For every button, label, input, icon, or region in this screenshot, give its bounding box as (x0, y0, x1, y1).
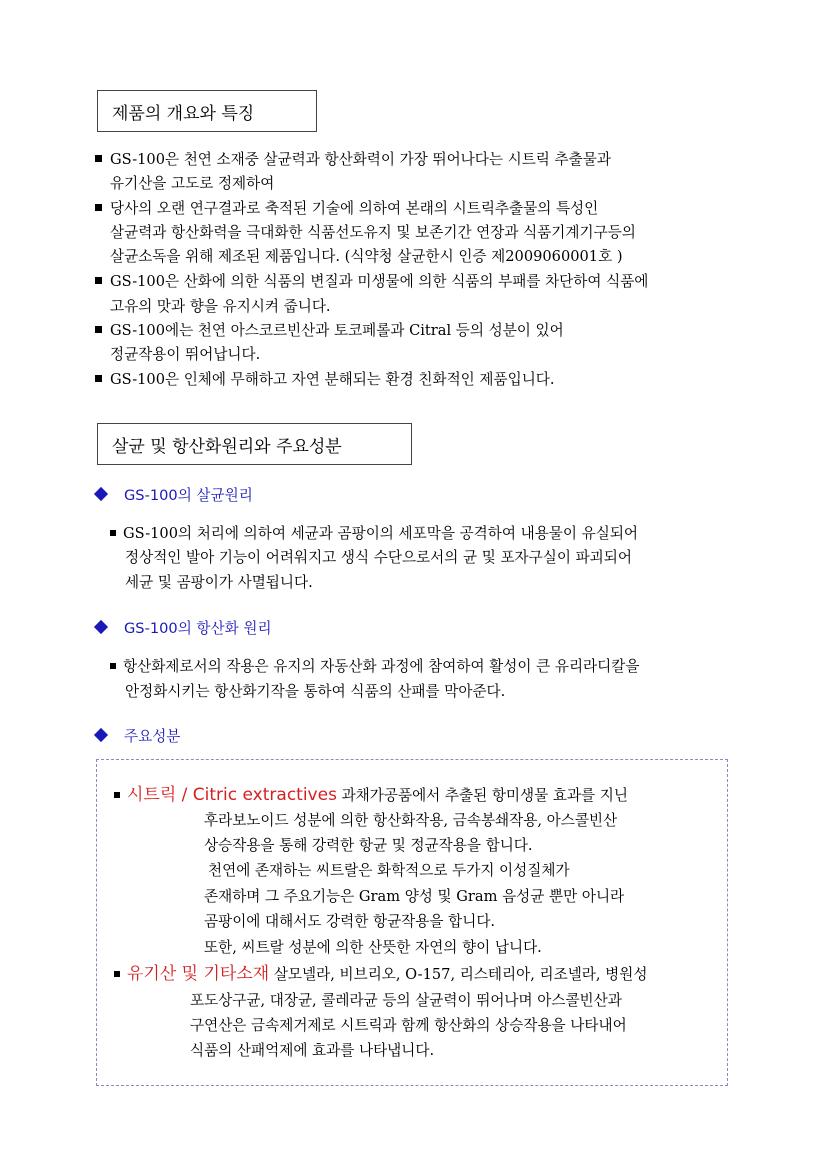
overview-line: 유기산을 고도로 정제하여 (110, 175, 275, 192)
overview-line: 살균소독을 위해 제조된 제품입니다. (식약청 살균한시 인증 제2009060001호 ) (110, 248, 623, 265)
section-title-text: 제품의 개요와 특징 (112, 103, 255, 124)
bullet-square-icon (95, 155, 102, 162)
bullet-square-icon (95, 204, 102, 211)
section-title-text: 살균 및 항산화원리와 주요성분 (112, 436, 342, 457)
antioxidant-line: 항산화제로서의 작용은 유지의 자동산화 과정에 참여하여 활성이 큰 유리라디칼을 (110, 657, 639, 677)
citric-line: 후라보노이드 성분에 의한 항산화작용, 금속봉쇄작용, 아스콜빈산 (204, 812, 618, 829)
bullet-square-icon (95, 277, 102, 284)
organic-heading-line (114, 964, 647, 985)
diamond-bullet-icon (94, 620, 108, 634)
section-title-overview (97, 90, 317, 132)
citric-line: 존재하며 그 주요기능은 Gram 양성 및 Gram 음성균 뿐만 아니라 (204, 888, 625, 905)
overview-line: GS-100에는 천연 아스코르빈산과 토코페롤과 Citral 등의 성분이 있어 (95, 321, 564, 341)
overview-line: 살균력과 항산화력을 극대화한 식품선도유지 및 보존기간 연장과 식품기계기구등의 (110, 224, 636, 241)
citric-line: 과채가공품에서 추출된 항미생물 효과를 지닌 (341, 787, 628, 804)
bullet-square-icon (114, 971, 120, 977)
citric-line: 상승작용을 통해 강력한 항균 및 정균작용을 합니다. (204, 837, 533, 854)
bullet-square-icon (110, 530, 116, 536)
organic-line: 구연산은 금속제거제로 시트릭과 함께 항산화의 상승작용을 나타내어 (190, 1017, 627, 1034)
bullet-square-icon (95, 375, 102, 382)
organic-line: 포도상구균, 대장균, 콜레라균 등의 살균력이 뛰어나며 아스콜빈산과 (190, 992, 622, 1009)
overview-line: GS-100은 인체에 무해하고 자연 분해되는 환경 친화적인 제품입니다. (95, 370, 555, 390)
organic-line: 식품의 산패억제에 효과를 나타냅니다. (190, 1042, 435, 1059)
sterilization-line: 정상적인 발아 기능이 어려워지고 생식 수단으로서의 균 및 포자구실이 파괴되어 (125, 549, 632, 566)
subheading-sterilization: GS-100의 살균원리 (92, 484, 253, 505)
overview-line: 고유의 맛과 향을 유지시켜 줍니다. (110, 298, 331, 315)
overview-line: GS-100은 천연 소재중 살균력과 항산화력이 가장 뛰어나다는 시트릭 추출물과 (95, 150, 611, 170)
citric-line: 또한, 씨트랄 성분에 의한 산뜻한 자연의 향이 납니다. (204, 939, 542, 956)
bullet-square-icon (95, 326, 102, 333)
sterilization-line: GS-100의 처리에 의하여 세균과 곰팡이의 세포막을 공격하여 내용물이 유실되어 (110, 524, 638, 544)
subheading-antioxidant: GS-100의 항산화 원리 (92, 617, 272, 638)
organic-line: 살모넬라, 비브리오, O-157, 리스테리아, 리조넬라, 병원성 (273, 966, 648, 983)
bullet-square-icon (110, 663, 116, 669)
antioxidant-line: 안정화시키는 항산화기작을 통하여 식품의 산패를 막아준다. (125, 683, 506, 700)
overview-line: 당사의 오랜 연구결과로 축적된 기술에 의하여 본래의 시트릭추출물의 특성인 (95, 199, 598, 219)
sterilization-line: 세균 및 곰팡이가 사멸됩니다. (125, 574, 313, 591)
diamond-bullet-icon (94, 487, 108, 501)
citric-line: 천연에 존재하는 씨트랄은 화학적으로 두가지 이성질체가 (208, 862, 570, 879)
section-title-principle (97, 423, 412, 465)
overview-line: 정균작용이 뛰어납니다. (110, 346, 261, 363)
overview-line: GS-100은 산화에 의한 식품의 변질과 미생물에 의한 식품의 부패를 차단하여 식품에 (95, 272, 648, 292)
citric-heading-line (114, 785, 628, 806)
bullet-square-icon (114, 792, 120, 798)
diamond-bullet-icon (94, 728, 108, 742)
organic-title: 유기산 및 기타소재 (127, 964, 270, 984)
citric-line: 곰팡이에 대해서도 강력한 항균작용을 합니다. (204, 913, 496, 930)
subheading-ingredients: 주요성분 (92, 725, 180, 746)
citric-title: 시트릭 / Citric extractives (127, 785, 337, 805)
